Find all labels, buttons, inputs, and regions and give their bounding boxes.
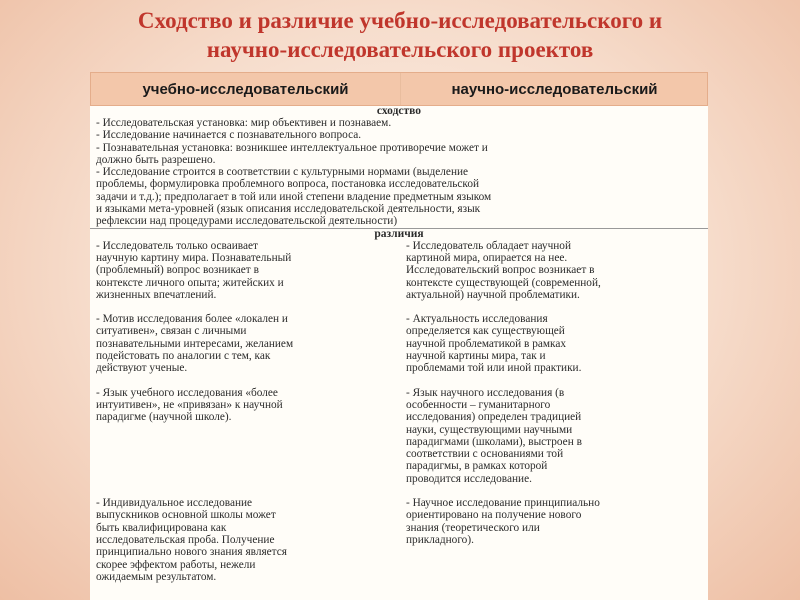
difference-educational: [90, 497, 399, 583]
similarity-line: проблемы, формулировка проблемного вопроса, постановка исследовательской: [96, 178, 480, 191]
difference-line: - Актуальность исследования: [406, 313, 548, 326]
difference-line: прикладного).: [406, 533, 474, 546]
difference-scientific: [399, 387, 708, 485]
difference-line: - Язык учебного исследования «более: [96, 386, 278, 399]
difference-line: выпускников основной школы может: [96, 509, 276, 522]
similarity-line: - Исследование строится в соответствии с культурными нормами (выделение: [96, 166, 469, 179]
difference-line: определяется как существующей: [406, 325, 565, 338]
difference-line: - Язык научного исследования (в: [406, 386, 565, 399]
difference-line: парадигмы, в рамках которой: [406, 460, 548, 473]
slide-title: [0, 6, 800, 64]
difference-line: - Исследователь только осваивает: [96, 239, 258, 252]
similarity-line: задачи и т.д.); предполагает в той или иной степени владение предметным языком: [96, 190, 492, 203]
difference-scientific: [399, 497, 708, 583]
difference-line: проводится исследование.: [406, 472, 532, 485]
difference-line: научную картину мира. Познавательный: [96, 251, 292, 264]
difference-line: науки, существующими научными: [406, 423, 573, 436]
header-scientific: научно-исследовательский: [451, 80, 658, 98]
difference-line: особенности – гуманитарного: [406, 398, 551, 411]
title-line-1: Сходство и различие учебно-исследовательского и: [137, 8, 663, 33]
difference-line: - Индивидуальное исследование: [96, 497, 253, 510]
difference-line: (проблемный) вопрос возникает в: [96, 264, 259, 277]
similarity-line: должно быть разрешено.: [96, 153, 216, 166]
difference-line: познавательными интересами, желанием: [96, 337, 294, 350]
difference-scientific: [399, 240, 708, 301]
difference-line: интуитивен», не «привязан» к научной: [96, 398, 283, 411]
difference-line: - Мотив исследования более «локален и: [96, 313, 288, 326]
difference-line: исследовательская проба. Получение: [96, 533, 275, 546]
difference-line: парадигме (научной школе).: [96, 411, 232, 424]
similarity-line: рефлексии над процедурами исследовательской деятельности): [96, 215, 398, 228]
difference-line: научной проблематикой в рамках: [406, 337, 566, 350]
difference-line: принципиально нового знания является: [96, 546, 287, 559]
similarity-line: - Исследование начинается с познавательного вопроса.: [96, 129, 362, 142]
similarity-label: сходство: [376, 106, 422, 117]
title-line-2: научно-исследовательского проектов: [206, 37, 594, 62]
differences-row-3: [90, 387, 708, 485]
difference-line: быть квалифицирована как: [96, 521, 227, 534]
similarity-line: - Познавательная установка: возникшее интеллектуальное противоречие может и: [96, 141, 488, 154]
difference-line: - Исследователь обладает научной: [406, 239, 572, 252]
differences-row-1: [90, 240, 708, 301]
differences-row-4: [90, 497, 708, 583]
difference-line: ориентировано на получение нового: [406, 509, 582, 522]
difference-line: картиной мира, опирается на нее.: [406, 251, 568, 264]
difference-line: знания (теоретического или: [406, 521, 540, 534]
difference-line: исследования) определен традицией: [406, 411, 582, 424]
similarity-line: и языками мета-уровней (язык описания исследовательской деятельности, язык: [96, 203, 481, 216]
similarity-line: - Исследовательская установка: мир объективен и познаваем.: [96, 117, 392, 129]
difference-educational: [90, 313, 399, 374]
difference-scientific: [399, 313, 708, 374]
difference-line: парадигмами (школами), выстроен в: [406, 435, 582, 448]
difference-line: ситуативен», связан с личными: [96, 325, 247, 338]
difference-line: Исследовательский вопрос возникает в: [406, 264, 595, 277]
difference-educational: [90, 387, 399, 485]
difference-line: проблемами той или иной практики.: [406, 362, 582, 375]
similarity-block: [90, 117, 708, 229]
header-educational: учебно-исследовательский: [91, 73, 401, 105]
difference-line: подейстовать по аналогии с тем, как: [96, 350, 271, 363]
difference-line: жизненных впечатлений.: [96, 288, 217, 301]
difference-line: действуют ученые.: [96, 362, 188, 375]
difference-line: контексте существующей (современной,: [406, 276, 601, 289]
difference-line: ожидаемым результатом.: [96, 570, 217, 583]
difference-line: - Научное исследование принципиально: [406, 497, 600, 510]
difference-educational: [90, 240, 399, 301]
difference-line: скорее эффектом работы, нежели: [96, 558, 256, 571]
table-header: [90, 72, 708, 106]
difference-line: научной картины мира, так и: [406, 350, 546, 363]
difference-line: актуальной) научной проблематики.: [406, 288, 580, 301]
comparison-table-image: [90, 106, 708, 600]
difference-line: контексте личного опыта; житейских и: [96, 276, 284, 289]
differences-label: различия: [374, 227, 424, 240]
difference-line: соответствии с основаниями той: [406, 448, 564, 461]
differences-row-2: [90, 313, 708, 374]
